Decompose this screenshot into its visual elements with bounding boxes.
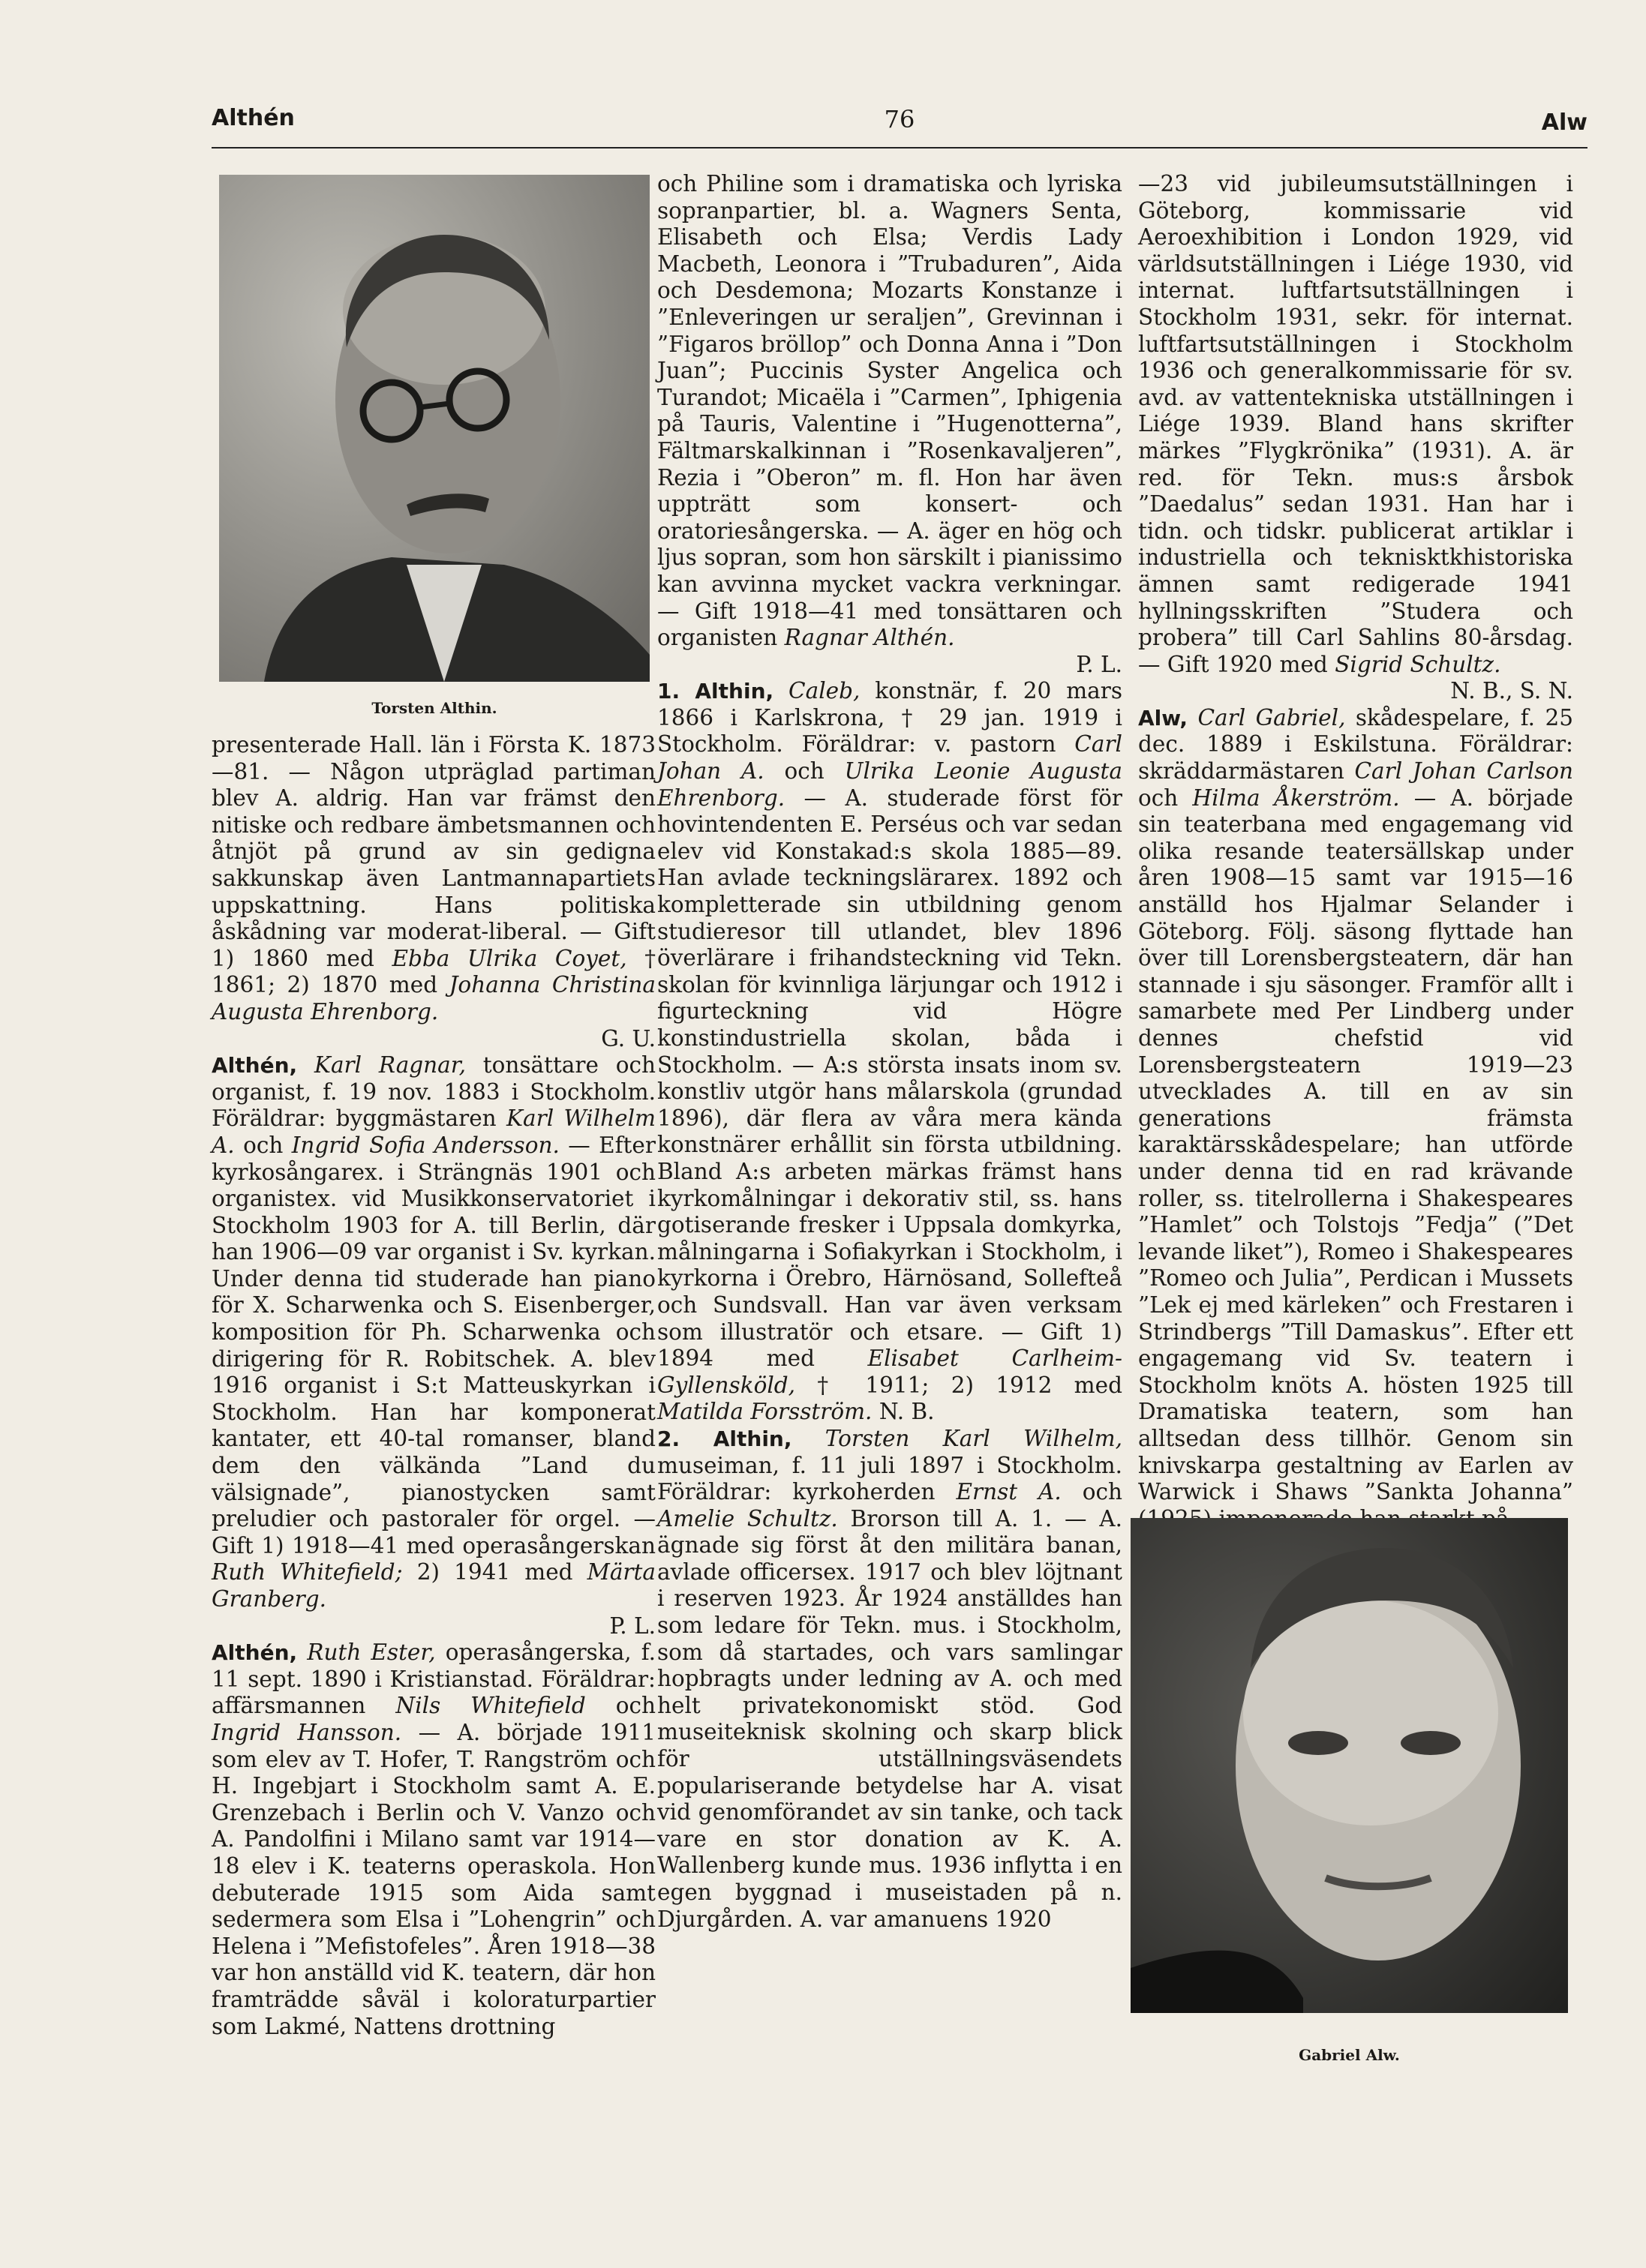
text-column-2 — [657, 171, 1122, 1933]
entry-heading: Alw, — [1138, 705, 1188, 730]
text-run: och — [615, 1693, 656, 1719]
text-run: — A. studerade först för hovintendenten E. Perséus och var sedan elev vid Konstakad:s skola 1885—89. Han avlade teckningslärarex. 1892 och kompletterade sin utbildning genom studieresor till utlandet, blev 1896 överlärare i frihandsteckning vid Tekn. skolan för kvinnliga lärjungar och 1912 i figurteckning vid Högre konstindustriella skolan, båda i Stockholm. — A:s största insats inom sv. konstliv utgör hans målarskola (grundad 1896), där flera av våra mera kända konstnärer erhållit sin första utbildning. Bland A:s arbeten märkas främst hans kyrkomålningar i dekorativ stil, ss. hans gotiserande fresker i Uppsala domkyrka, målningarna i Sofiakyrkan i Stockholm, i kyrkorna i Örebro, Härnösand, Sollefteå och Sundsvall. Han var även verksam som illustratör och etsare. — Gift 1) 1894 med — [657, 784, 1122, 1372]
author-signature: N. B. — [879, 1399, 935, 1425]
name-italic: Elisabet Carlheim-Gyllensköld, — [657, 1346, 1122, 1398]
entry-heading: 1. Althin, — [657, 679, 774, 704]
name-italic: Ernst A. — [956, 1479, 1062, 1505]
paragraph — [657, 171, 1122, 678]
text-run: och — [243, 1132, 284, 1158]
header-rule — [212, 147, 1587, 148]
header-right-keyword: Alw — [1541, 110, 1587, 136]
name-italic: Carl Johan A. — [657, 731, 1122, 784]
name-italic: Karl Ragnar, — [314, 1052, 466, 1078]
text-run: och — [784, 758, 825, 784]
name-italic: Ingrid Hansson. — [212, 1719, 402, 1745]
entry-heading: Althén, — [212, 1640, 298, 1666]
name-italic: Amelie Schultz. — [657, 1505, 838, 1532]
text-column-1 — [212, 732, 656, 2040]
name-italic: Ragnar Althén. — [784, 625, 955, 651]
entry-althen-ruth-ester — [212, 1640, 656, 2040]
header-left-keyword: Althén — [212, 105, 295, 131]
text-run: † 1861; 2) 1870 med — [212, 945, 656, 998]
text-run: † 1911; 2) 1912 med — [817, 1372, 1122, 1398]
author-signature: N. B., S. N. — [1450, 678, 1573, 704]
entry-althin-torsten — [657, 1426, 1122, 1933]
text-run: — A. började sin teaterbana med engagemang vid olika resande teatersällskap under åren 1908—15 samt var 1915—16 anställd hos Hjalmar Selander i Göteborg. Följ. säsong flyttade han över till Lorensbergsteatern, där han stannade i sju säsonger. Framför allt i samarbete med Per Lindberg under dennes chefstid vid Lorensbergsteatern 1919—23 utvecklades A. till en av sin generations främsta karaktärsskådespelare; han utförde under denna tid en rad krävande roller, ss. titelrollerna i Shakespeares ”Hamlet” och Tolstojs ”Fedja” (”Det levande liket”), Romeo i Shakespeares ”Romeo och Julia”, Perdican i Mussets ”Lek ej med kärleken” och Frestaren i Strindbergs ”Till Damaskus”. Efter ett engagemang vid Sv. teatern i Stockholm knöts A. hösten 1925 till Dramatiska teatern, som han alltsedan dess tillhör. Genom sin knivskarpa gestaltning av Earlen av Warwick i Shaws ”Sankta Johanna” — [1138, 784, 1573, 1505]
name-italic: Matilda Forsström. — [657, 1399, 873, 1425]
text-run: och — [1138, 784, 1179, 811]
author-signature: P. L. — [609, 1612, 656, 1639]
name-italic: Ingrid Sofia Andersson. — [291, 1132, 560, 1158]
paragraph — [1138, 171, 1573, 705]
name-italic: Carl Johan Carlson — [1354, 758, 1573, 784]
page-number: 76 — [884, 105, 915, 134]
name-italic: Caleb, — [788, 678, 861, 704]
text-column-3 — [1138, 171, 1573, 1532]
entry-althin-caleb — [657, 678, 1122, 1426]
caption-gabriel-alw: Gabriel Alw. — [1299, 2046, 1400, 2064]
text-run: — Efter kyrkosångarex. i Strängnäs 1901 och organistex. vid Musikkonservatoriet i Stockholm 1903 for A. till Berlin, där han 1906—09 var organist i Sv. kyrkan. Under denna tid studerade han piano för X. Scharwenka och S. Eisenberger, komposition för Ph. Scharwenka och dirigering för R. Robitschek. A. blev 1916 organist i S:t Matteuskyrkan i Stockholm. Han har komponerat kantater, ett 40-tal romanser, bland dem den välkända ”Land du välsignade”, pianostycken samt preludier och pastoraler för orgel. — Gift 1) 1918—41 med operasångerskan — [212, 1132, 656, 1558]
name-italic: Carl Gabriel, — [1197, 704, 1346, 730]
text-run: skådespelare, f. 25 dec. 1889 i Eskilstuna. Föräldrar: skräddarmästaren — [1138, 704, 1573, 784]
text-run: tonsättare och organist, f. 19 nov. 1883 i Stockholm. Föräldrar: byggmästaren — [212, 1052, 656, 1132]
author-signature: G. U. — [601, 1025, 656, 1052]
portrait-gabriel-alw — [1131, 1518, 1568, 2013]
text-run: —23 vid jubileumsutställningen i Göteborg, kommissarie vid Aeroexhibition i London 1929, vid världsutställningen i Liége 1930, vid internat. luftfartsutställningen i Stockholm 1931, sekr. för internat. luftfartsutställningen i Stockholm 1936 och generalkommissarie för sv. avd. av vattentekniska utställningen i Liége 1939. Bland hans skrifter märkes ”Flygkrönika” (1931). A. är red. för Tekn. mus:s årsbok ”Daedalus” sedan 1931. Han har i tidn. och tidskr. publicerat artiklar i industriella och teknisktkhistoriska ämnen samt redigerade 1941 hyllningsskriften ”Studera och probera” till Carl Sahlins 80-årsdag. — Gift 1920 med — [1138, 171, 1573, 677]
name-italic: Karl Wilhelm A. — [212, 1106, 656, 1158]
name-italic: Märta Granberg. — [212, 1559, 656, 1612]
name-italic: Ruth Whitefield; — [212, 1559, 403, 1586]
text-run: och Philine som i dramatiska och lyriska sopranpartier, bl. a. Wagners Senta, Elisabeth och Elsa; Verdis Lady Macbeth, Leonora i ”Trubaduren”, Aida och Desdemona; Mozarts Konstanze i ”Enleveringen ur seraljen”, Grevinnan i ”Figaros bröllop” och Donna Anna i ”Don Juan”; Puccinis Syster Angelica och Turandot; Micaëla i ”Carmen”, Iphigenia på Tauris, Valentine i ”Hugenotterna”, Fältmarskalkinnan i ”Rosenkavaljeren”, Rezia i ”Oberon” m. fl. Hon har även uppträtt som konsert- och oratoriesångerska. — A. äger en hög och ljus sopran, som hon särskilt i pianissimo kan avvinna mycket vackra verkningar. — Gift 1918—41 med tonsättaren och organisten — [657, 171, 1122, 651]
name-italic: Ebba Ulrika Coyet, — [392, 945, 627, 971]
paragraph — [212, 732, 656, 1052]
name-italic: Johanna Christina Augusta Ehrenborg. — [212, 972, 656, 1024]
text-run: och — [1082, 1479, 1122, 1505]
entry-alw-carl-gabriel — [1138, 705, 1573, 1532]
name-italic: Nils Whitefield — [395, 1693, 586, 1719]
text-run: — A. började 1911 som elev av T. Hofer, T. Rangström och H. Ingebjart i Stockholm samt A. E. Grenzebach i Berlin och V. Vanzo och A. Pandolfini i Milano samt var 1914—18 elev i K. teaterns operaskola. Hon debuterade 1915 som Aida samt sedermera som Elsa i ”Lohengrin” och Helena i ”Mefistofeles”. Åren 1918—38 var hon anställd vid K. teatern, där hon framträdde såväl i koloraturpartier som Lakmé, Nattens drottning — [212, 1719, 656, 2039]
text-run: Brorson till A. 1. — A. ägnade sig först åt den militära banan, avlade officersex. 1917 och blev löjtnant i reserven 1923. År 1924 anställdes han som ledare för Tekn. mus. i Stockholm, som då startades, och vars samlingar hopbragts under ledning av A. och med helt privatekonomiskt stöd. God museiteknisk skolning och skarp blick för utställningsväsendets populariserande betydelse har A. visat vid genomförandet av sin tanke, och tack vare en stor donation av K. A. Wallenberg kunde mus. 1936 inflytta i en egen byggnad i museistaden på n. Djurgården. A. var amanuens 1920 — [657, 1505, 1122, 1932]
name-italic: Ruth Ester, — [307, 1640, 436, 1666]
text-run: 2) 1941 med — [416, 1559, 573, 1586]
text-run: operasångerska, f. 11 sept. 1890 i Kristianstad. Föräldrar: affärsmannen — [212, 1640, 656, 1719]
text-run: konstnär, f. 20 mars 1866 i Karlskrona, † 29 jan. 1919 i Stockholm. Föräldrar: v. pastorn — [657, 678, 1122, 758]
page-header — [212, 105, 1587, 150]
author-signature: P. L. — [1076, 651, 1122, 677]
entry-heading: 2. Althin, — [657, 1426, 792, 1451]
entry-althen-karl-ragnar — [212, 1052, 656, 1640]
name-italic: Hilma Åkerström. — [1192, 784, 1400, 811]
name-italic: Ulrika Leonie Augusta Ehrenborg. — [657, 758, 1122, 811]
name-italic: Sigrid Schultz. — [1335, 651, 1501, 677]
text-run: presenterade Hall. län i Första K. 1873—81. — Någon utpräglad partiman blev A. aldrig. Han var främst den nitiske och redbare ämbetsmannen och åtnjöt på grund av sin gedigna sakkunskap även Lantmannapartiets uppskattning. Hans politiska åskådning var moderat-liberal. — Gift 1) 1860 med — [212, 732, 656, 971]
text-run: museiman, f. 11 juli 1897 i Stockholm. Föräldrar: kyrkoherden — [657, 1452, 1122, 1505]
name-italic: Torsten Karl Wilhelm, — [825, 1425, 1122, 1451]
entry-heading: Althén, — [212, 1053, 298, 1078]
portrait-torsten-althin — [219, 175, 650, 682]
caption-torsten-althin: Torsten Althin. — [371, 699, 497, 717]
